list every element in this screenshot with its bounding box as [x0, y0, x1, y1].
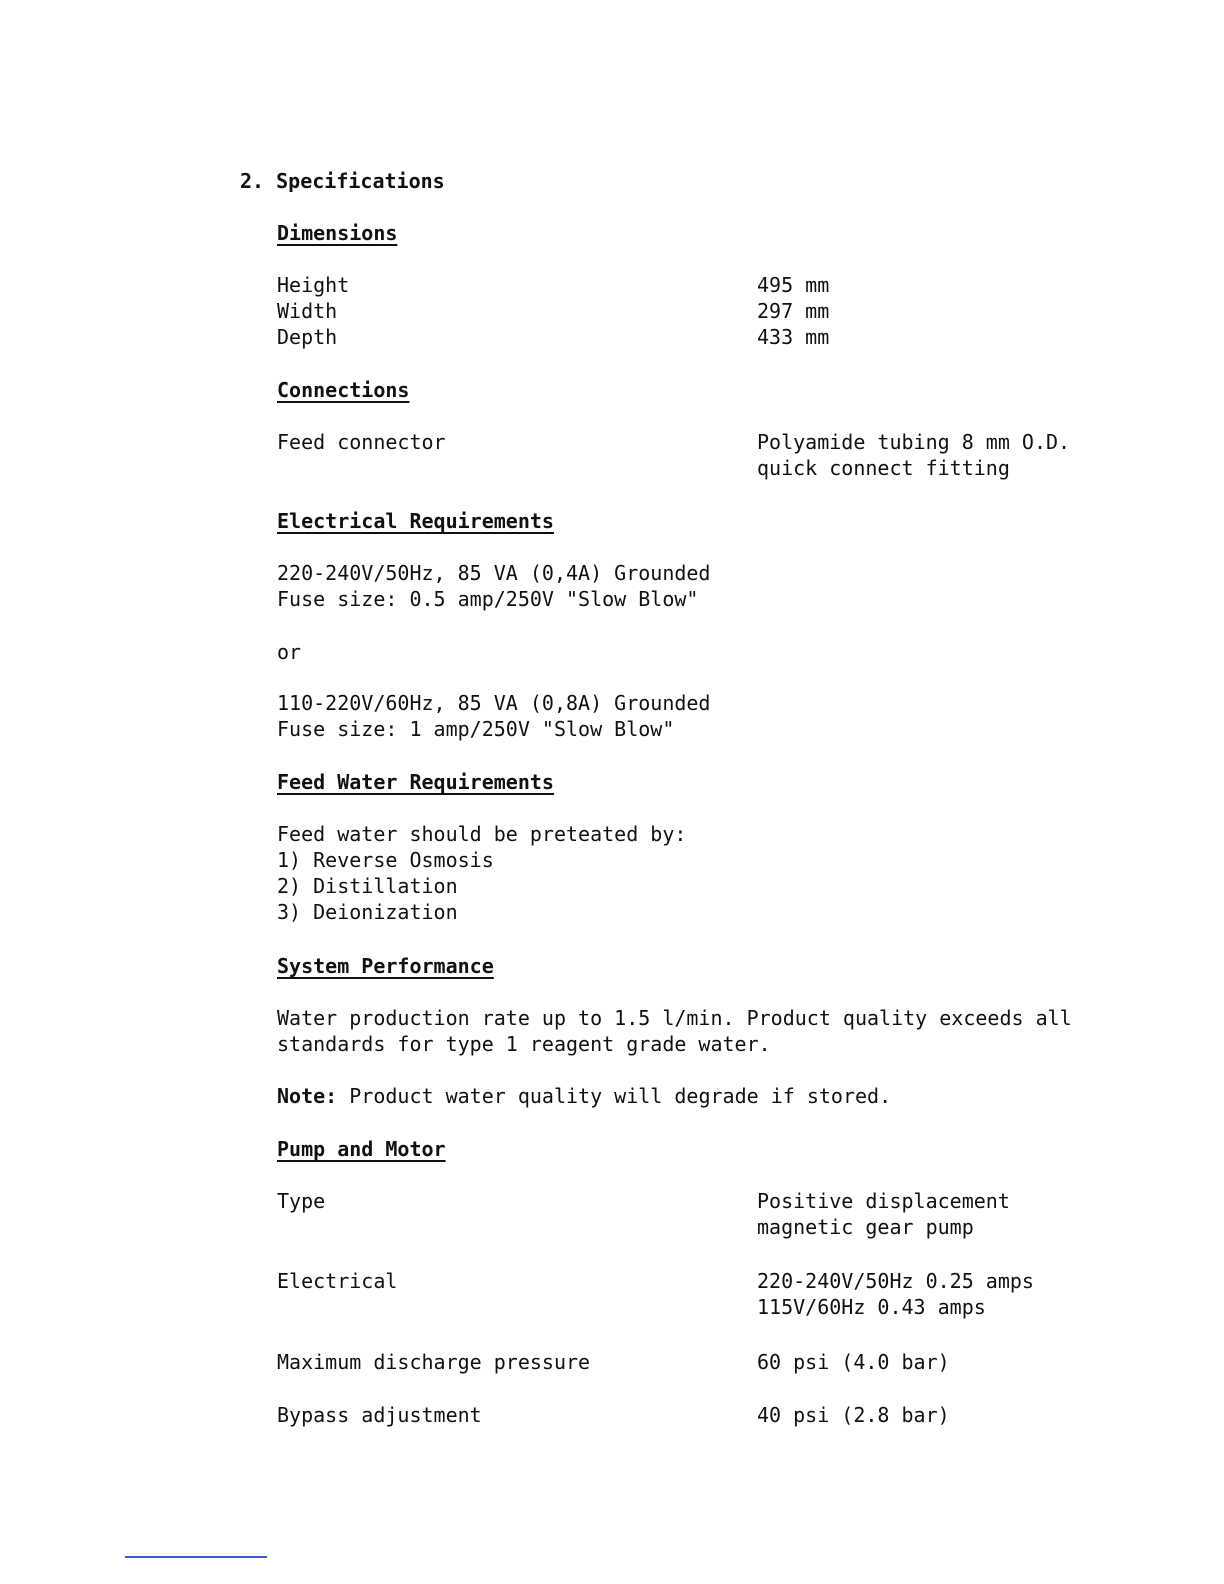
- feed-water-line4: 3) Deionization: [277, 900, 458, 924]
- electrical-heading: Electrical Requirements: [277, 509, 554, 533]
- pressure-label: Maximum discharge pressure: [277, 1350, 591, 1374]
- pump-electrical-value-line1: 220-240V/50Hz 0.25 amps: [757, 1269, 1034, 1293]
- bypass-label: Bypass adjustment: [277, 1403, 482, 1427]
- pump-type-value-line1: Positive displacement: [757, 1189, 1010, 1213]
- pump-type-label: Type: [277, 1189, 326, 1213]
- pump-electrical-value-line2: 115V/60Hz 0.43 amps: [757, 1295, 986, 1319]
- feed-water-line1: Feed water should be preteated by:: [277, 822, 687, 846]
- electrical-or: or: [277, 640, 302, 664]
- performance-note: [277, 1083, 891, 1109]
- feed-connector-value-line2: quick connect fitting: [757, 456, 1010, 480]
- section-number: 2.: [240, 169, 265, 193]
- pressure-value: 60 psi (4.0 bar): [757, 1350, 950, 1374]
- section-title: [240, 168, 445, 194]
- bypass-value: 40 psi (2.8 bar): [757, 1403, 950, 1427]
- electrical-option1-line1: 220-240V/50Hz, 85 VA (0,4A) Grounded: [277, 561, 711, 585]
- pump-heading: Pump and Motor: [277, 1137, 446, 1161]
- note-text: Product water quality will degrade if stored.: [337, 1084, 892, 1108]
- electrical-option2-line2: Fuse size: 1 amp/250V "Slow Blow": [277, 717, 675, 741]
- height-label: Height: [277, 273, 350, 297]
- pump-type-value-line2: magnetic gear pump: [757, 1215, 974, 1239]
- depth-label: Depth: [277, 325, 338, 349]
- feed-connector-value-line1: Polyamide tubing 8 mm O.D.: [757, 430, 1071, 454]
- footer-divider: [125, 1556, 267, 1558]
- dimensions-heading: Dimensions: [277, 221, 398, 245]
- feed-water-heading: Feed Water Requirements: [277, 770, 554, 794]
- performance-line2: standards for type 1 reagent grade water.: [277, 1032, 771, 1056]
- performance-heading: System Performance: [277, 954, 494, 978]
- width-label: Width: [277, 299, 338, 323]
- height-value: 495 mm: [757, 273, 830, 297]
- depth-value: 433 mm: [757, 325, 830, 349]
- feed-connector-label: Feed connector: [277, 430, 446, 454]
- section-title-text: Specifications: [276, 169, 445, 193]
- electrical-option2-line1: 110-220V/60Hz, 85 VA (0,8A) Grounded: [277, 691, 711, 715]
- width-value: 297 mm: [757, 299, 830, 323]
- feed-water-line3: 2) Distillation: [277, 874, 458, 898]
- feed-water-line2: 1) Reverse Osmosis: [277, 848, 494, 872]
- performance-line1: Water production rate up to 1.5 l/min. Product quality exceeds all: [277, 1006, 1072, 1030]
- pump-electrical-label: Electrical: [277, 1269, 398, 1293]
- note-label: Note:: [277, 1084, 338, 1108]
- electrical-option1-line2: Fuse size: 0.5 amp/250V "Slow Blow": [277, 587, 699, 611]
- connections-heading: Connections: [277, 378, 410, 402]
